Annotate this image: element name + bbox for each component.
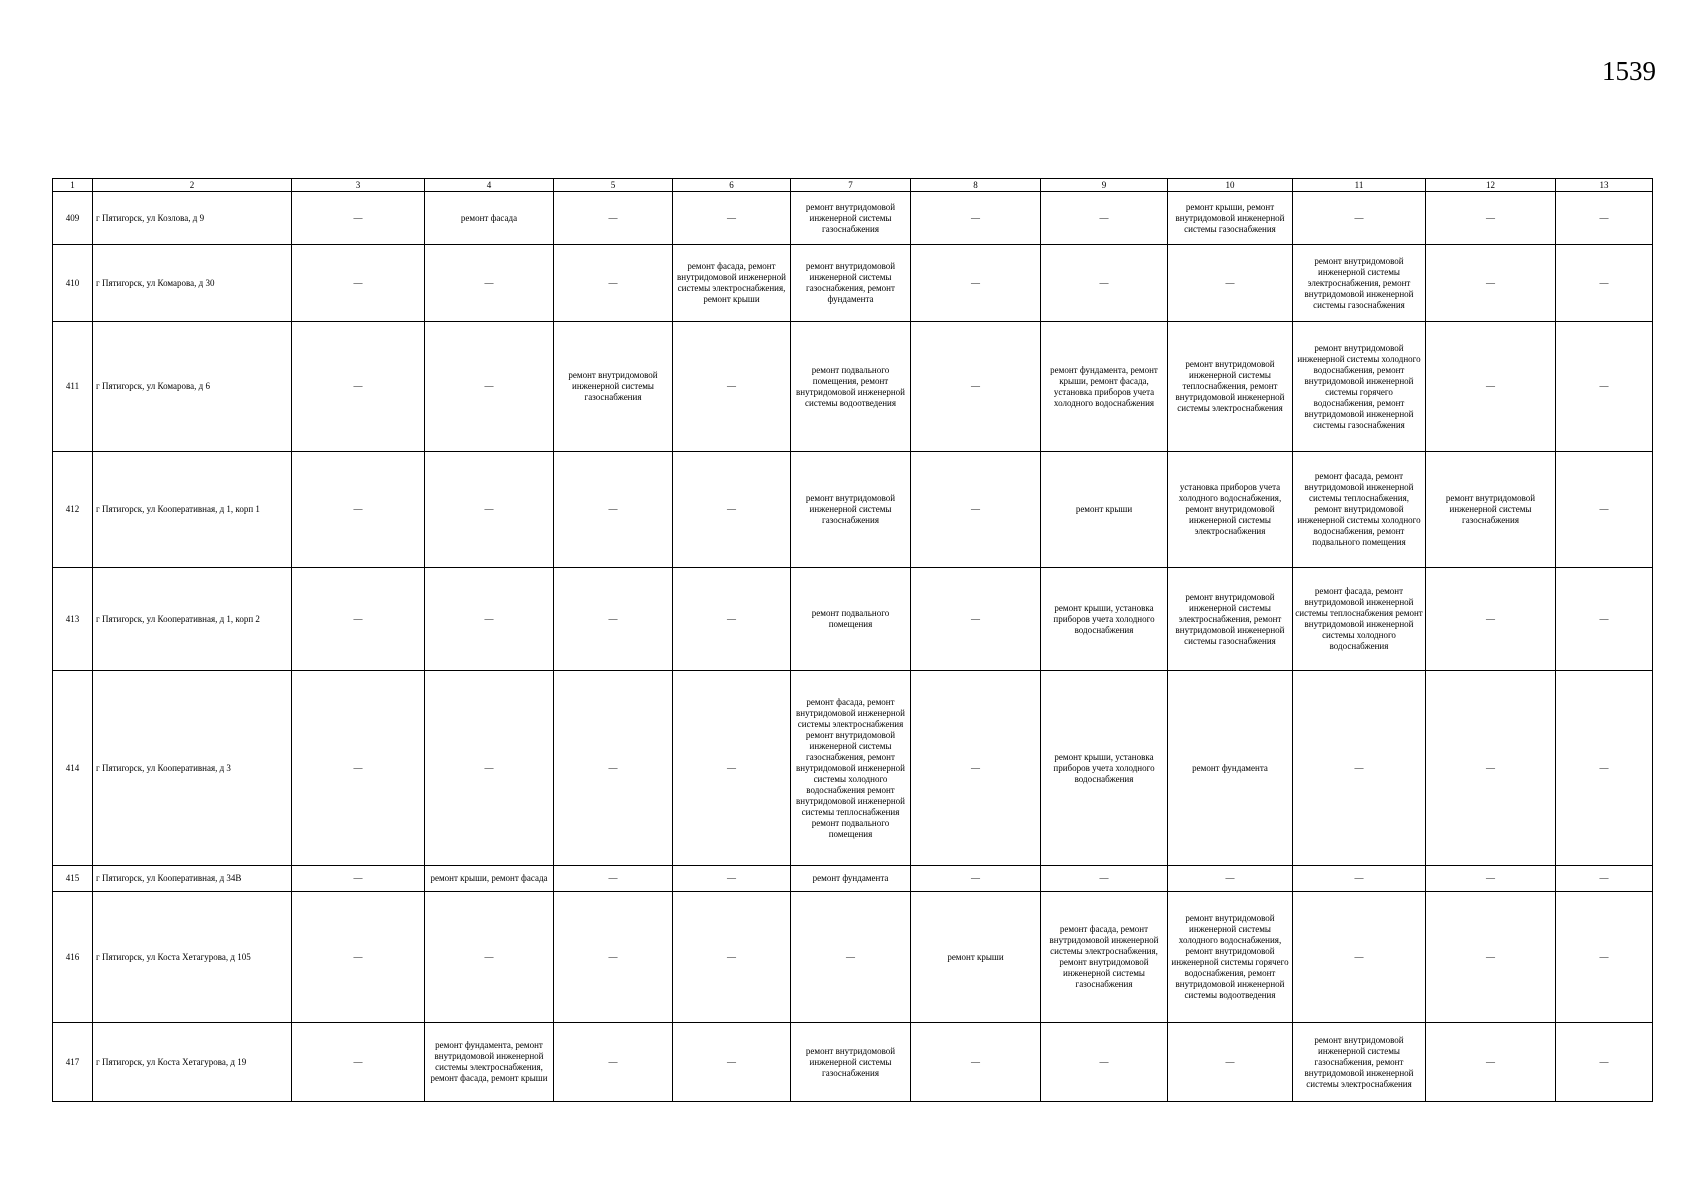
work-cell-4: — — [425, 568, 554, 671]
work-cell-11: — — [1293, 192, 1426, 245]
work-cell-5: — — [554, 568, 673, 671]
work-cell-4: — — [425, 892, 554, 1023]
address-cell: г Пятигорск, ул Кооперативная, д 34В — [93, 866, 292, 892]
work-cell-7: — — [791, 892, 911, 1023]
work-cell-7: ремонт внутридомовой инженерной системы газоснабжения — [791, 452, 911, 568]
work-cell-8: — — [911, 322, 1041, 452]
work-cell-3: — — [292, 322, 425, 452]
work-cell-6: — — [673, 568, 791, 671]
work-cell-8: ремонт крыши — [911, 892, 1041, 1023]
col-header-13: 13 — [1556, 179, 1653, 192]
work-cell-7: ремонт внутридомовой инженерной системы газоснабжения, ремонт фундамента — [791, 245, 911, 322]
column-number-row — [53, 179, 1653, 192]
row-number: 410 — [53, 245, 93, 322]
work-cell-6: — — [673, 866, 791, 892]
work-cell-12: — — [1426, 866, 1556, 892]
row-number: 411 — [53, 322, 93, 452]
work-cell-12: — — [1426, 192, 1556, 245]
work-cell-11: ремонт внутридомовой инженерной системы электроснабжения, ремонт внутридомовой инженерной системы газоснабжения — [1293, 245, 1426, 322]
row-number: 413 — [53, 568, 93, 671]
address-cell: г Пятигорск, ул Комарова, д 30 — [93, 245, 292, 322]
col-header-6: 6 — [673, 179, 791, 192]
work-cell-4: — — [425, 452, 554, 568]
page-number: 1539 — [1602, 56, 1656, 86]
work-cell-13: — — [1556, 322, 1653, 452]
table-row — [53, 568, 1653, 671]
col-header-2: 2 — [93, 179, 292, 192]
col-header-12: 12 — [1426, 179, 1556, 192]
work-cell-8: — — [911, 245, 1041, 322]
work-cell-12: ремонт внутридомовой инженерной системы газоснабжения — [1426, 452, 1556, 568]
work-cell-3: — — [292, 568, 425, 671]
work-cell-6: — — [673, 322, 791, 452]
work-cell-9: — — [1041, 245, 1168, 322]
col-header-3: 3 — [292, 179, 425, 192]
work-cell-3: — — [292, 892, 425, 1023]
address-cell: г Пятигорск, ул Коста Хетагурова, д 19 — [93, 1023, 292, 1102]
work-cell-6: ремонт фасада, ремонт внутридомовой инженерной системы электроснабжения, ремонт крыши — [673, 245, 791, 322]
work-cell-11: — — [1293, 671, 1426, 866]
work-cell-13: — — [1556, 245, 1653, 322]
work-cell-10: ремонт внутридомовой инженерной системы теплоснабжения, ремонт внутридомовой инженерной системы электроснабжения — [1168, 322, 1293, 452]
work-cell-9: ремонт крыши, установка приборов учета холодного водоснабжения — [1041, 568, 1168, 671]
work-cell-13: — — [1556, 1023, 1653, 1102]
table-row — [53, 452, 1653, 568]
work-cell-3: — — [292, 671, 425, 866]
work-cell-12: — — [1426, 568, 1556, 671]
col-header-4: 4 — [425, 179, 554, 192]
work-cell-11: ремонт фасада, ремонт внутридомовой инженерной системы теплоснабжения ремонт внутридомовой инженерной системы холодного водоснабжения — [1293, 568, 1426, 671]
work-cell-7: ремонт подвального помещения, ремонт внутридомовой инженерной системы водоотведения — [791, 322, 911, 452]
table-row — [53, 892, 1653, 1023]
work-cell-8: — — [911, 568, 1041, 671]
row-number: 415 — [53, 866, 93, 892]
work-cell-4: ремонт фасада — [425, 192, 554, 245]
work-cell-10: ремонт фундамента — [1168, 671, 1293, 866]
work-cell-11: ремонт фасада, ремонт внутридомовой инженерной системы теплоснабжения, ремонт внутридомовой инженерной системы холодного водоснабжения, ремонт подвального помещения — [1293, 452, 1426, 568]
work-cell-10: — — [1168, 245, 1293, 322]
work-cell-8: — — [911, 452, 1041, 568]
work-cell-12: — — [1426, 245, 1556, 322]
table-row — [53, 245, 1653, 322]
work-cell-8: — — [911, 671, 1041, 866]
work-cell-9: ремонт крыши — [1041, 452, 1168, 568]
work-cell-5: — — [554, 192, 673, 245]
address-cell: г Пятигорск, ул Кооперативная, д 3 — [93, 671, 292, 866]
repair-schedule-table — [52, 178, 1653, 1102]
work-cell-13: — — [1556, 892, 1653, 1023]
address-cell: г Пятигорск, ул Козлова, д 9 — [93, 192, 292, 245]
work-cell-5: — — [554, 892, 673, 1023]
row-number: 414 — [53, 671, 93, 866]
work-cell-9: ремонт крыши, установка приборов учета холодного водоснабжения — [1041, 671, 1168, 866]
work-cell-13: — — [1556, 192, 1653, 245]
work-cell-10: ремонт внутридомовой инженерной системы холодного водоснабжения, ремонт внутридомовой инженерной системы горячего водоснабжения, ремонт внутридомовой инженерной системы водоотведения — [1168, 892, 1293, 1023]
work-cell-3: — — [292, 452, 425, 568]
table-row — [53, 1023, 1653, 1102]
work-cell-7: ремонт фасада, ремонт внутридомовой инженерной системы электроснабжения ремонт внутридомовой инженерной системы газоснабжения, ремонт внутридомовой инженерной системы холодного водоснабжения ремонт внутридомовой инженерной системы теплоснабжения ремонт подвального помещения — [791, 671, 911, 866]
work-cell-10: ремонт крыши, ремонт внутридомовой инженерной системы газоснабжения — [1168, 192, 1293, 245]
work-cell-4: — — [425, 322, 554, 452]
work-cell-9: — — [1041, 1023, 1168, 1102]
work-cell-5: — — [554, 1023, 673, 1102]
table-row — [53, 322, 1653, 452]
work-cell-4: ремонт крыши, ремонт фасада — [425, 866, 554, 892]
col-header-11: 11 — [1293, 179, 1426, 192]
work-cell-7: ремонт подвального помещения — [791, 568, 911, 671]
work-cell-6: — — [673, 892, 791, 1023]
work-cell-13: — — [1556, 866, 1653, 892]
work-cell-13: — — [1556, 568, 1653, 671]
work-cell-9: — — [1041, 192, 1168, 245]
work-cell-5: — — [554, 671, 673, 866]
col-header-9: 9 — [1041, 179, 1168, 192]
work-cell-7: ремонт внутридомовой инженерной системы газоснабжения — [791, 192, 911, 245]
work-cell-7: ремонт внутридомовой инженерной системы газоснабжения — [791, 1023, 911, 1102]
address-cell: г Пятигорск, ул Кооперативная, д 1, корп 2 — [93, 568, 292, 671]
work-cell-9: ремонт фасада, ремонт внутридомовой инженерной системы электроснабжения, ремонт внутридомовой инженерной системы газоснабжения — [1041, 892, 1168, 1023]
work-cell-11: — — [1293, 892, 1426, 1023]
table-row — [53, 866, 1653, 892]
work-cell-5: ремонт внутридомовой инженерной системы газоснабжения — [554, 322, 673, 452]
table-row — [53, 671, 1653, 866]
work-cell-12: — — [1426, 322, 1556, 452]
work-cell-11: ремонт внутридомовой инженерной системы газоснабжения, ремонт внутридомовой инженерной системы электроснабжения — [1293, 1023, 1426, 1102]
work-cell-6: — — [673, 452, 791, 568]
work-cell-13: — — [1556, 452, 1653, 568]
col-header-5: 5 — [554, 179, 673, 192]
work-cell-6: — — [673, 1023, 791, 1102]
work-cell-6: — — [673, 671, 791, 866]
work-cell-3: — — [292, 1023, 425, 1102]
work-cell-5: — — [554, 452, 673, 568]
work-cell-10: ремонт внутридомовой инженерной системы электроснабжения, ремонт внутридомовой инженерной системы газоснабжения — [1168, 568, 1293, 671]
work-cell-12: — — [1426, 671, 1556, 866]
table-row — [53, 192, 1653, 245]
col-header-7: 7 — [791, 179, 911, 192]
work-cell-4: — — [425, 245, 554, 322]
work-cell-7: ремонт фундамента — [791, 866, 911, 892]
work-cell-12: — — [1426, 1023, 1556, 1102]
row-number: 409 — [53, 192, 93, 245]
work-cell-3: — — [292, 245, 425, 322]
row-number: 412 — [53, 452, 93, 568]
address-cell: г Пятигорск, ул Комарова, д 6 — [93, 322, 292, 452]
work-cell-4: — — [425, 671, 554, 866]
row-number: 416 — [53, 892, 93, 1023]
work-cell-12: — — [1426, 892, 1556, 1023]
work-cell-6: — — [673, 192, 791, 245]
col-header-1: 1 — [53, 179, 93, 192]
work-cell-5: — — [554, 245, 673, 322]
work-cell-8: — — [911, 866, 1041, 892]
work-cell-8: — — [911, 1023, 1041, 1102]
work-cell-3: — — [292, 192, 425, 245]
table-body — [53, 192, 1653, 1102]
work-cell-3: — — [292, 866, 425, 892]
work-cell-10: — — [1168, 866, 1293, 892]
work-cell-5: — — [554, 866, 673, 892]
work-cell-10: — — [1168, 1023, 1293, 1102]
work-cell-8: — — [911, 192, 1041, 245]
work-cell-11: ремонт внутридомовой инженерной системы холодного водоснабжения, ремонт внутридомовой инженерной системы горячего водоснабжения, ремонт внутридомовой инженерной системы газоснабжения — [1293, 322, 1426, 452]
address-cell: г Пятигорск, ул Коста Хетагурова, д 105 — [93, 892, 292, 1023]
work-cell-9: ремонт фундамента, ремонт крыши, ремонт фасада, установка приборов учета холодного водоснабжения — [1041, 322, 1168, 452]
work-cell-10: установка приборов учета холодного водоснабжения, ремонт внутридомовой инженерной системы электроснабжения — [1168, 452, 1293, 568]
work-cell-9: — — [1041, 866, 1168, 892]
address-cell: г Пятигорск, ул Кооперативная, д 1, корп 1 — [93, 452, 292, 568]
work-cell-13: — — [1556, 671, 1653, 866]
work-cell-4: ремонт фундамента, ремонт внутридомовой инженерной системы электроснабжения, ремонт фасада, ремонт крыши — [425, 1023, 554, 1102]
col-header-10: 10 — [1168, 179, 1293, 192]
row-number: 417 — [53, 1023, 93, 1102]
col-header-8: 8 — [911, 179, 1041, 192]
work-cell-11: — — [1293, 866, 1426, 892]
